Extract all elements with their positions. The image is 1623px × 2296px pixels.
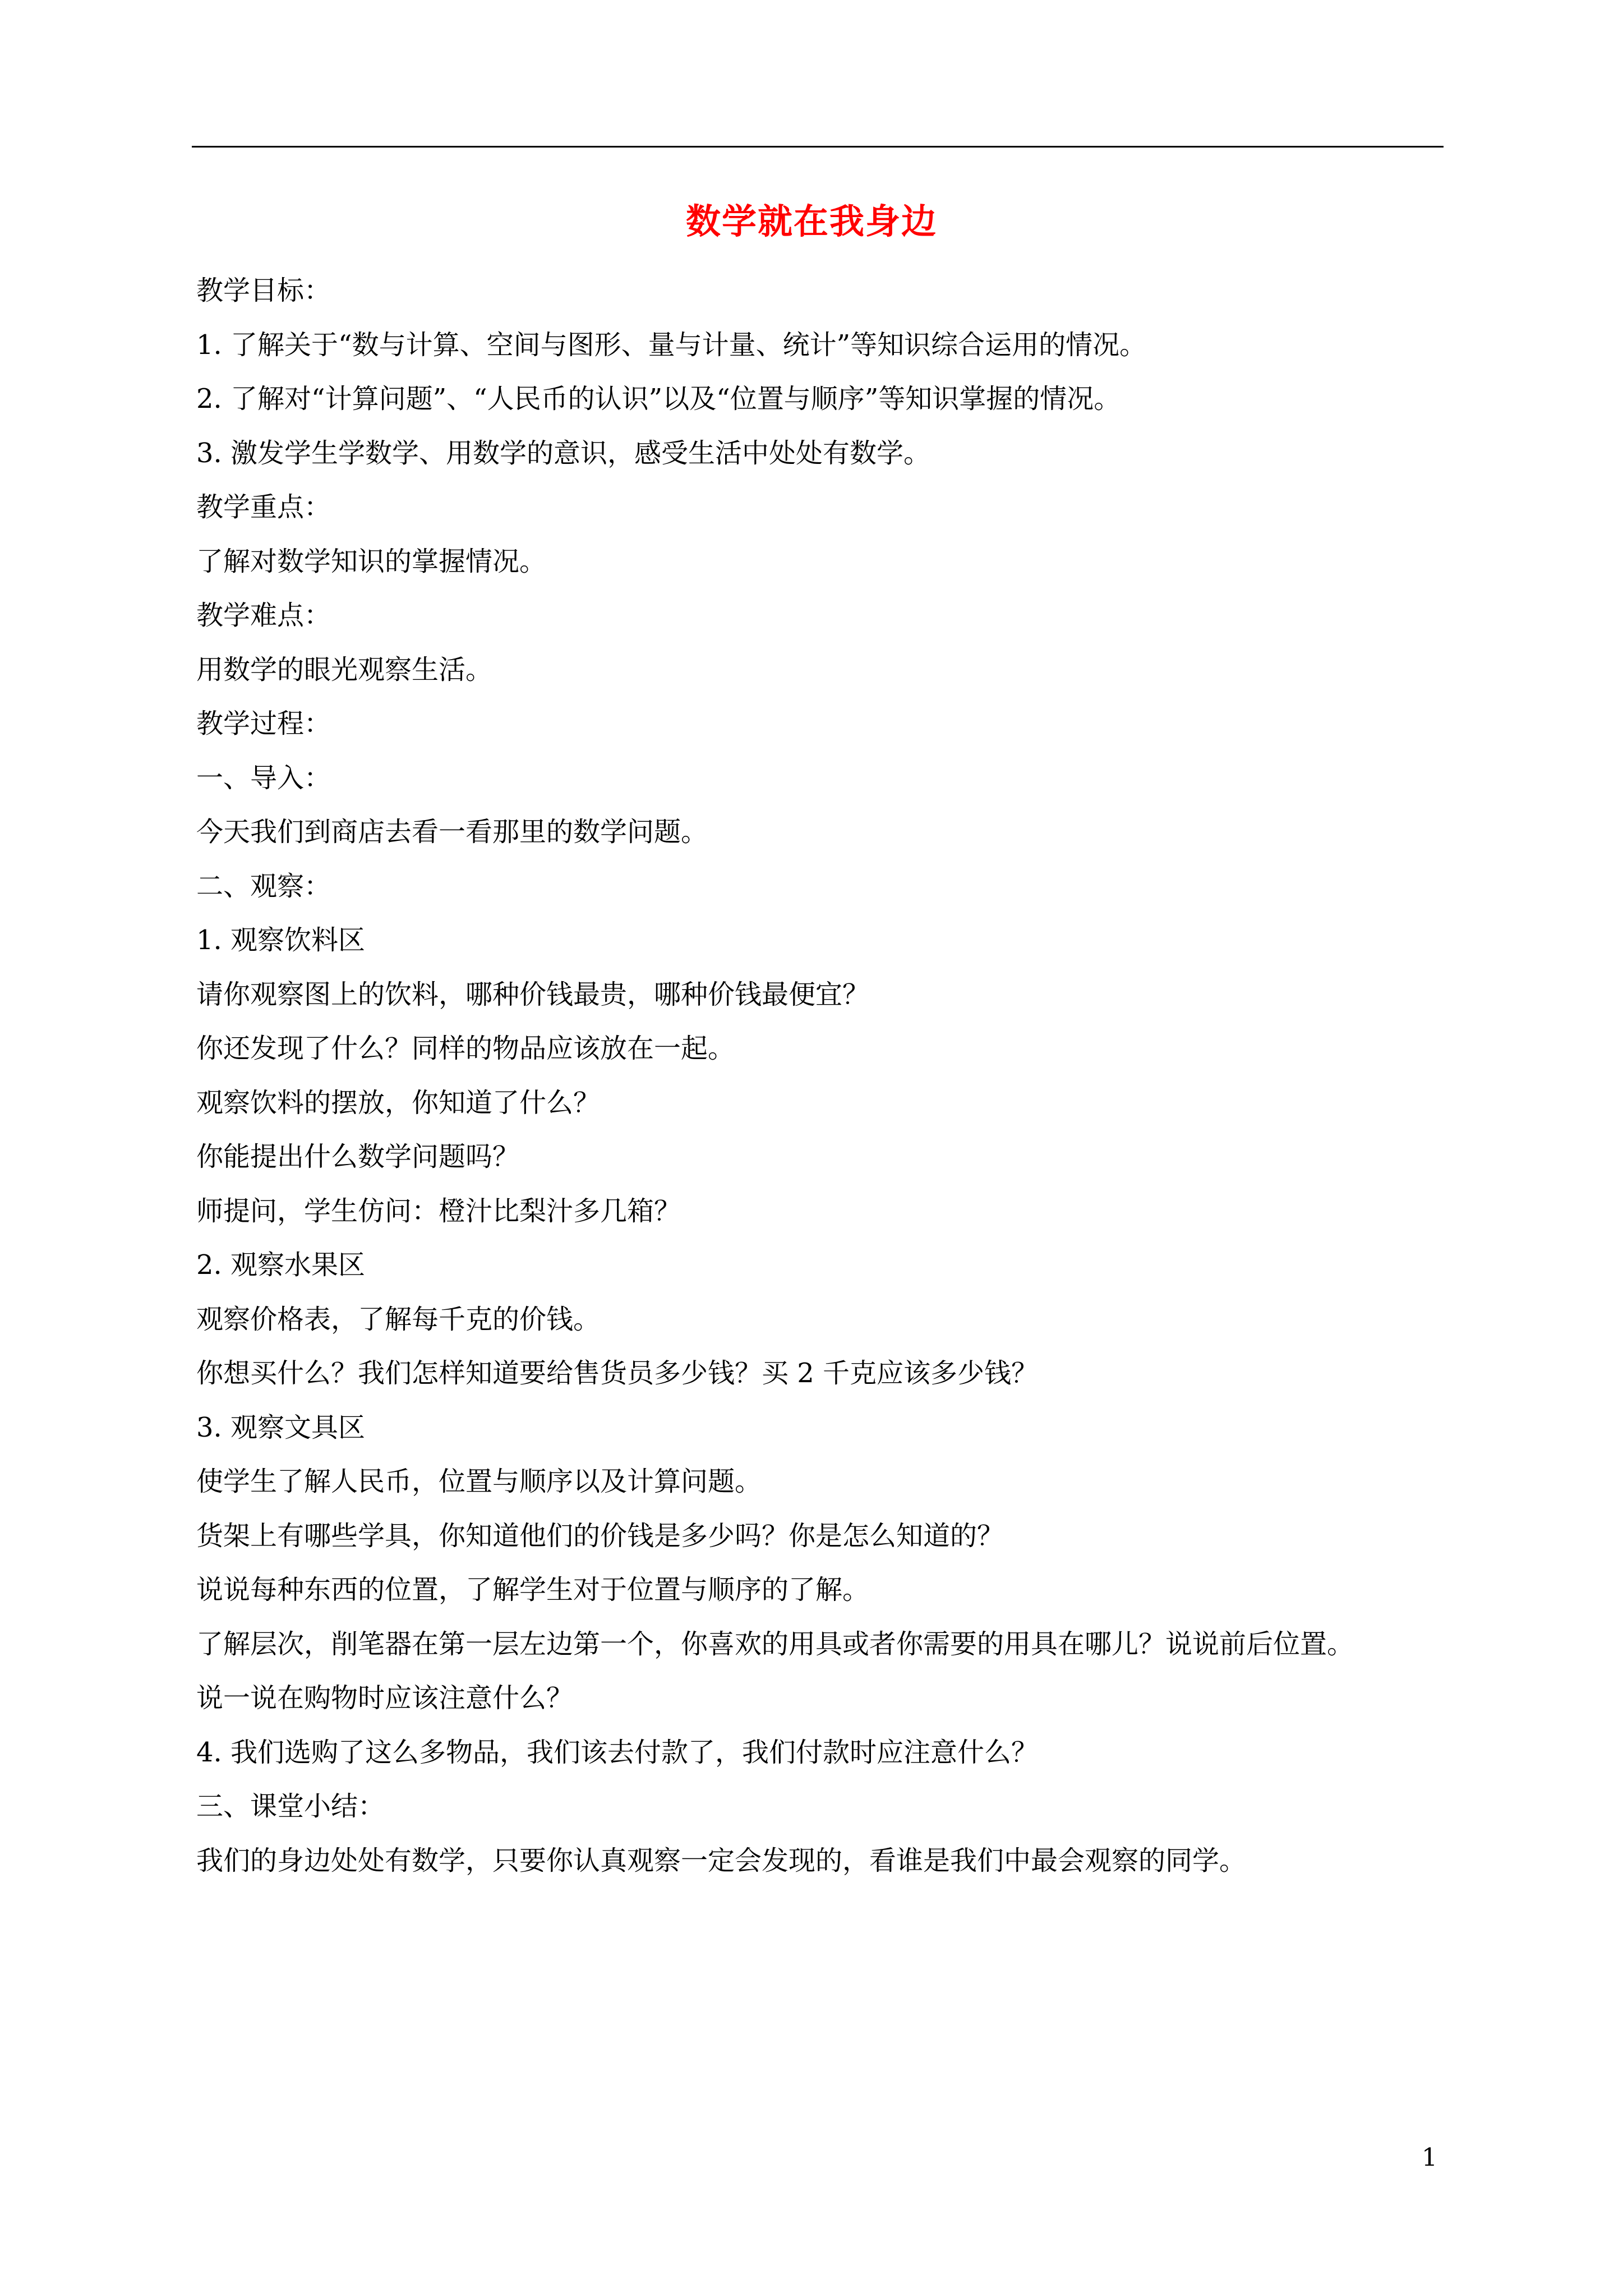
paragraph-line: 你想买什么？我们怎样知道要给售货员多少钱？买 2 千克应该多少钱？ <box>196 1358 1039 1389</box>
paragraph-line: 使学生了解人民币，位置与顺序以及计算问题。 <box>196 1466 762 1497</box>
header-rule <box>192 146 1444 148</box>
document-title: 数学就在我身边 <box>685 201 937 242</box>
subheading-summary: 三、课堂小结： <box>196 1791 385 1822</box>
section-heading-key-points: 教学重点： <box>196 491 331 523</box>
subheading-introduction: 一、导入： <box>196 762 331 794</box>
page-number: 1 <box>1422 2143 1437 2172</box>
observation-item-payment: 4. 我们选购了这么多物品，我们该去付款了，我们付款时应注意什么？ <box>196 1736 1039 1768</box>
objective-3: 3. 激发学生学数学、用数学的意识，感受生活中处处有数学。 <box>196 437 931 469</box>
paragraph-line: 师提问，学生仿问：橙汁比梨汁多几箱？ <box>196 1195 681 1227</box>
observation-item-drinks: 1. 观察饮料区 <box>196 924 366 956</box>
paragraph-line: 你能提出什么数学问题吗？ <box>196 1141 520 1172</box>
observation-item-stationery: 3. 观察文具区 <box>196 1411 366 1443</box>
document-body <box>196 264 1447 1888</box>
difficulties-text: 用数学的眼光观察生活。 <box>196 654 493 685</box>
objective-2: 2. 了解对“计算问题”、“人民币的认识”以及“位置与顺序”等知识掌握的情况。 <box>196 383 1121 415</box>
subheading-observation: 二、观察： <box>196 870 331 902</box>
paragraph-line: 说一说在购物时应该注意什么？ <box>196 1682 574 1714</box>
observation-item-fruit: 2. 观察水果区 <box>196 1249 366 1281</box>
paragraph-line: 了解层次，削笔器在第一层左边第一个，你喜欢的用具或者你需要的用具在哪儿？说说前后位置。 <box>196 1628 1354 1660</box>
section-heading-objectives: 教学目标： <box>196 275 331 306</box>
introduction-text: 今天我们到商店去看一看那里的数学问题。 <box>196 816 708 848</box>
paragraph-line: 请你观察图上的饮料，哪种价钱最贵，哪种价钱最便宜？ <box>196 978 870 1010</box>
section-heading-difficulties: 教学难点： <box>196 600 331 631</box>
paragraph-line: 你还发现了什么？同样的物品应该放在一起。 <box>196 1033 735 1064</box>
section-heading-process: 教学过程： <box>196 708 331 739</box>
paragraph-line: 说说每种东西的位置，了解学生对于位置与顺序的了解。 <box>196 1574 870 1605</box>
paragraph-line: 观察饮料的摆放，你知道了什么？ <box>196 1087 601 1119</box>
paragraph-line: 货架上有哪些学具，你知道他们的价钱是多少吗？你是怎么知道的？ <box>196 1520 1004 1552</box>
paragraph-line: 观察价格表，了解每千克的价钱。 <box>196 1303 601 1335</box>
summary-text: 我们的身边处处有数学，只要你认真观察一定会发现的，看谁是我们中最会观察的同学。 <box>196 1844 1247 1876</box>
key-points-text: 了解对数学知识的掌握情况。 <box>196 545 547 577</box>
objective-1: 1. 了解关于“数与计算、空间与图形、量与计量、统计”等知识综合运用的情况。 <box>196 329 1147 361</box>
